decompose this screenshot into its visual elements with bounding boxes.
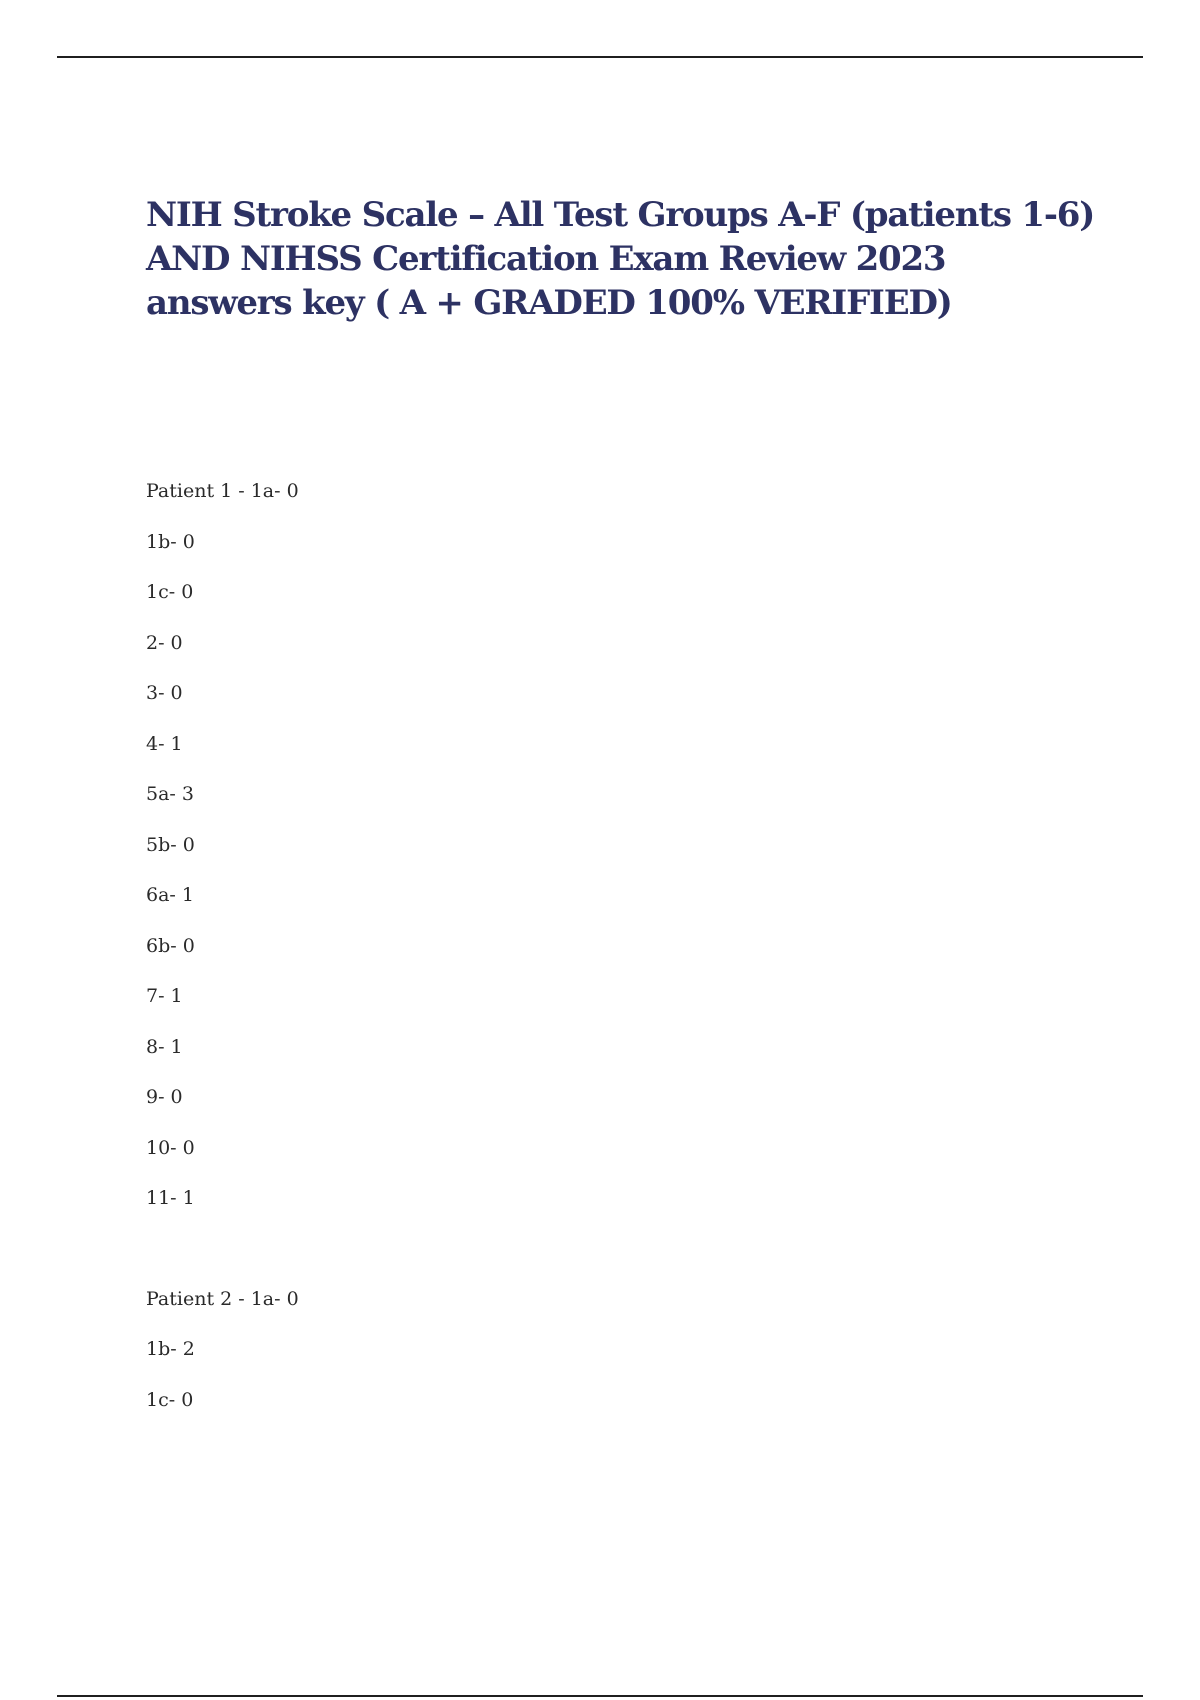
patient-2-header: Patient 2 - 1a- 0 — [146, 1287, 299, 1310]
answer-line: 4- 1 — [146, 732, 183, 755]
answer-list — [146, 474, 1046, 1433]
answer-line: 6b- 0 — [146, 934, 195, 957]
answer-line: 5b- 0 — [146, 833, 195, 856]
answer-line: 3- 0 — [146, 682, 183, 704]
answer-line: 9- 0 — [146, 1086, 183, 1108]
document-title: NIH Stroke Scale – All Test Groups A-F (patients 1-6) AND NIHSS Certification Exam Review 2023 answers key ( A + GRADED 100% VERIFIED) — [146, 195, 1095, 323]
answer-line: 1b- 0 — [146, 530, 195, 553]
answer-line: 7- 1 — [146, 985, 183, 1007]
top-rule — [57, 56, 1143, 58]
answer-line: 8- 1 — [146, 1035, 183, 1058]
answer-line: 2- 0 — [146, 631, 183, 654]
answer-line: 5a- 3 — [146, 783, 194, 805]
answer-line: 10- 0 — [146, 1136, 195, 1159]
answer-line: 6a- 1 — [146, 884, 194, 906]
answer-line: 1c- 0 — [146, 581, 194, 603]
answer-line: 1c- 0 — [146, 1388, 194, 1411]
answer-line: 1b- 2 — [146, 1338, 195, 1360]
patient-1-header: Patient 1 - 1a- 0 — [146, 480, 299, 502]
answer-line: 11- 1 — [146, 1187, 195, 1209]
bottom-rule — [57, 1695, 1143, 1697]
